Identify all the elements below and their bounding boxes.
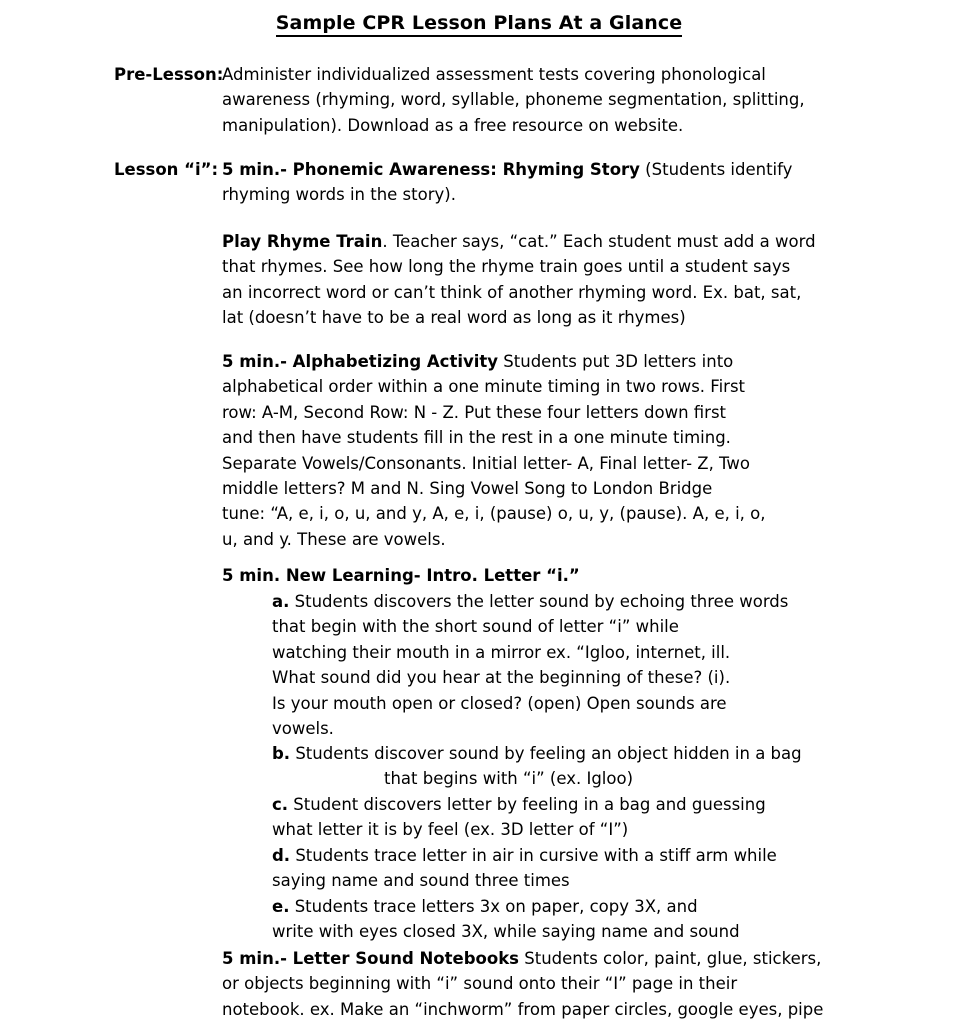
phonemic-awareness-line-2: rhyming words in the story). xyxy=(222,185,456,205)
item-a-line-2: that begin with the short sound of letter “i” while xyxy=(272,617,679,637)
letter-sound-notebooks-heading-rest: Students color, paint, glue, stickers, xyxy=(519,949,822,968)
rhyme-train-body xyxy=(222,229,862,331)
item-e-first-text: Students trace letters 3x on paper, copy 3X, and xyxy=(289,897,698,916)
page-title-text: Sample CPR Lesson Plans At a Glance xyxy=(276,12,683,37)
alphabetizing-line-4: and then have students fill in the rest in a one minute timing. xyxy=(222,428,731,448)
rhyme-train-line-2: that rhymes. See how long the rhyme train goes until a student says xyxy=(222,257,791,277)
item-a-first-line xyxy=(272,589,872,614)
rhyme-train-heading: Play Rhyme Train xyxy=(222,232,383,251)
item-a-line-6: vowels. xyxy=(272,719,334,739)
rhyme-train-line-4: lat (doesn’t have to be a real word as long as it rhymes) xyxy=(222,308,686,328)
phonemic-awareness-heading: 5 min.- Phonemic Awareness: Rhyming Story xyxy=(222,160,640,179)
item-c-first-text: Student discovers letter by feeling in a bag and guessing xyxy=(288,795,766,814)
alphabetizing-line-8: u, and y. These are vowels. xyxy=(222,529,446,549)
letter-sound-notebooks-heading: 5 min.- Letter Sound Notebooks xyxy=(222,949,519,968)
page-title xyxy=(0,12,958,34)
item-c-marker: c. xyxy=(272,795,289,814)
alphabetizing-line-2: alphabetical order within a one minute timing in two rows. First xyxy=(222,377,746,397)
pre-lesson-label: Pre-Lesson: xyxy=(114,65,224,84)
item-a-marker: a. xyxy=(272,592,290,611)
item-c-line-2: what letter it is by feel (ex. 3D letter of “I”) xyxy=(272,820,629,840)
item-d-first-line xyxy=(272,843,872,868)
alphabetizing-heading-line xyxy=(222,349,862,374)
lesson-i-body xyxy=(222,157,862,208)
item-b-first-line xyxy=(272,741,872,766)
new-learning-item-b xyxy=(272,741,872,792)
alphabetizing-heading: 5 min.- Alphabetizing Activity xyxy=(222,352,499,371)
letter-sound-notebooks-line-3: notebook. ex. Make an “inchworm” from paper circles, google eyes, pipe xyxy=(222,999,824,1019)
alphabetizing-heading-rest: Students put 3D letters into xyxy=(498,352,734,371)
pre-lesson-line-3: manipulation). Download as a free resource on website. xyxy=(222,115,684,135)
item-b-line-2: that begins with “i” (ex. Igloo) xyxy=(384,769,634,789)
item-d-line-2: saying name and sound three times xyxy=(272,871,570,891)
new-learning-heading: 5 min. New Learning- Intro. Letter “i.” xyxy=(222,566,580,585)
new-learning-item-e xyxy=(272,894,872,945)
lesson-i-label: Lesson “i”: xyxy=(114,160,219,179)
item-a-first-text: Students discovers the letter sound by echoing three words xyxy=(289,592,789,611)
pre-lesson-body xyxy=(222,62,862,138)
letter-sound-notebooks-heading-line xyxy=(222,946,942,971)
new-learning-item-a xyxy=(272,589,872,741)
alphabetizing-line-6: middle letters? M and N. Sing Vowel Song to London Bridge xyxy=(222,479,713,499)
rhyme-train-heading-rest: . Teacher says, “cat.” Each student must add a word xyxy=(382,232,816,251)
rhyme-train-heading-line xyxy=(222,229,862,254)
item-a-line-4: What sound did you hear at the beginning of these? (i). xyxy=(272,668,731,688)
phonemic-awareness-heading-rest: (Students identify xyxy=(639,160,793,179)
rhyme-train-line-3: an incorrect word or can’t think of another rhyming word. Ex. bat, sat, xyxy=(222,282,802,302)
new-learning-heading-wrap xyxy=(222,563,862,588)
item-c-first-line xyxy=(272,792,872,817)
item-b-first-text: Students discover sound by feeling an object hidden in a bag xyxy=(290,744,802,763)
item-d-first-text: Students trace letter in air in cursive with a stiff arm while xyxy=(290,846,777,865)
pre-lesson-line-1: Administer individualized assessment tests covering phonological xyxy=(222,65,766,84)
alphabetizing-line-5: Separate Vowels/Consonants. Initial letter- A, Final letter- Z, Two xyxy=(222,453,750,473)
item-e-line-2: write with eyes closed 3X, while saying name and sound xyxy=(272,922,740,942)
item-a-line-5: Is your mouth open or closed? (open) Open sounds are xyxy=(272,693,727,713)
item-d-marker: d. xyxy=(272,846,291,865)
item-b-marker: b. xyxy=(272,744,291,763)
new-learning-item-d xyxy=(272,843,872,894)
letter-sound-notebooks-body xyxy=(222,946,942,1022)
item-a-line-3: watching their mouth in a mirror ex. “Igloo, internet, ill. xyxy=(272,642,731,662)
item-e-marker: e. xyxy=(272,897,290,916)
alphabetizing-body xyxy=(222,349,862,552)
item-e-first-line xyxy=(272,894,872,919)
alphabetizing-line-3: row: A-M, Second Row: N - Z. Put these four letters down first xyxy=(222,402,727,422)
pre-lesson-line-2: awareness (rhyming, word, syllable, phoneme segmentation, splitting, xyxy=(222,90,805,110)
letter-sound-notebooks-line-2: or objects beginning with “i” sound onto their “I” page in their xyxy=(222,974,738,994)
new-learning-item-c xyxy=(272,792,872,843)
phonemic-awareness-heading-line xyxy=(222,157,862,182)
alphabetizing-line-7: tune: “A, e, i, o, u, and y, A, e, i, (pause) o, u, y, (pause). A, e, i, o, xyxy=(222,504,766,524)
